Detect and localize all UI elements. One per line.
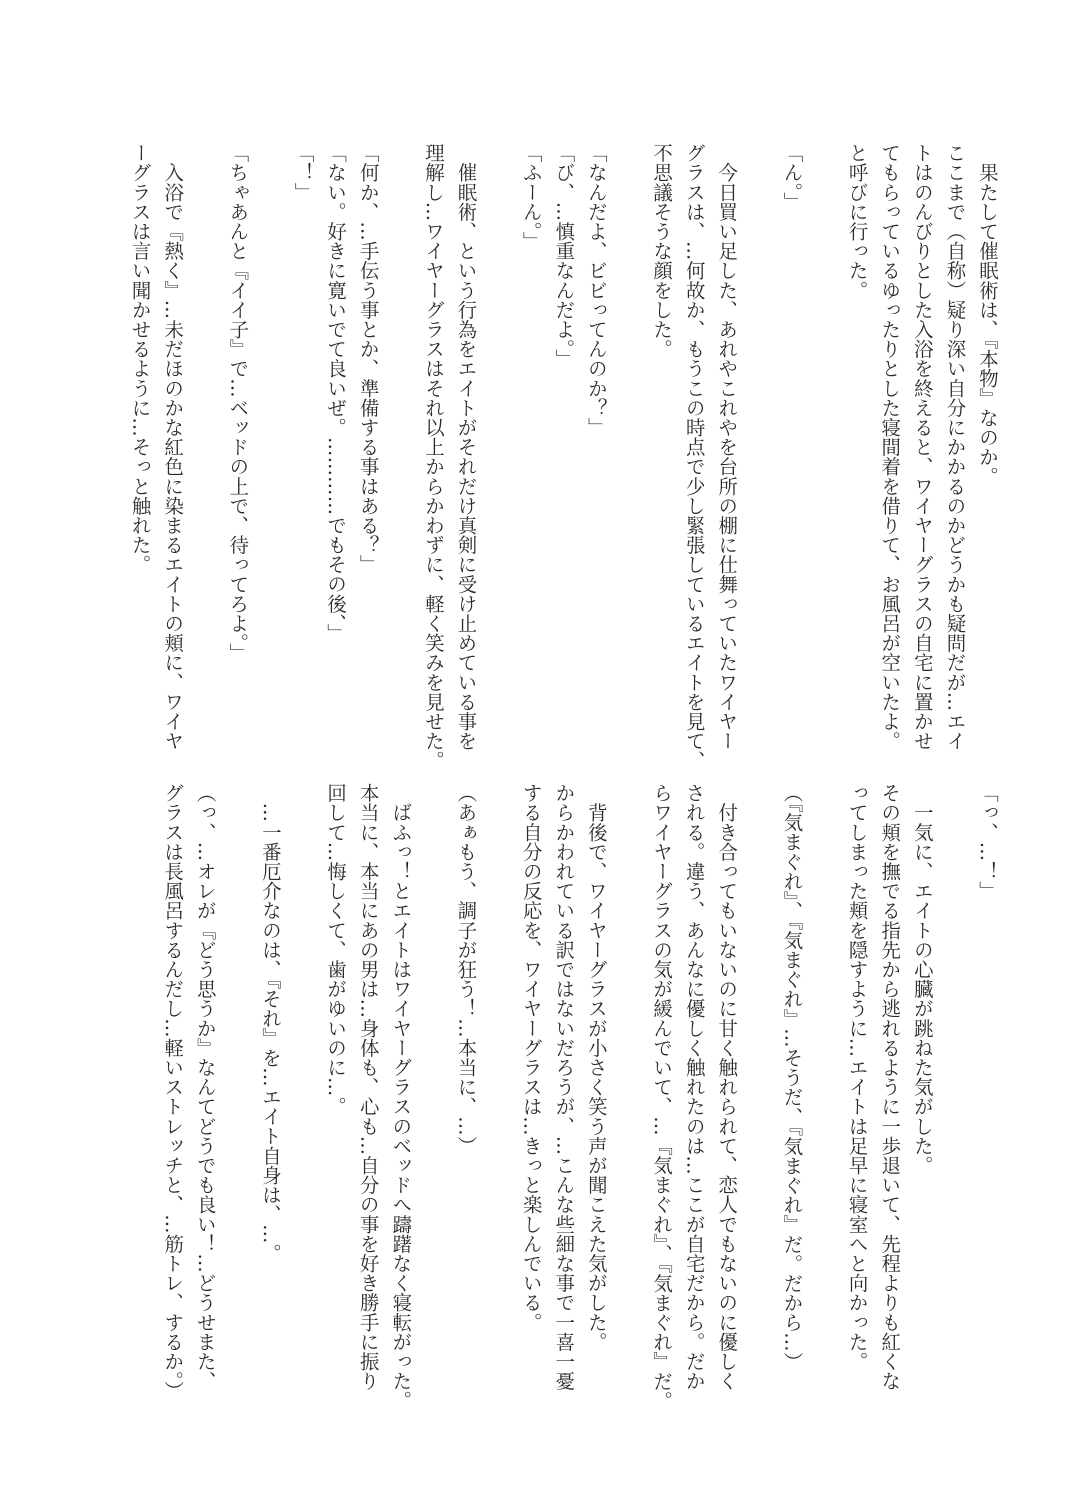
blank-line	[384, 143, 417, 763]
text-line: 入浴で『熱く』…未だほのかな紅色に染まるエイトの頬に、ワイヤ	[161, 143, 185, 751]
text-line: 「ふーん。」	[519, 143, 543, 251]
text-line: ーグラスは言い聞かせるように…そっと触れた。	[128, 143, 152, 575]
text-line: 今日買い足した、あれやこれやを台所の棚に仕舞っていたワイヤー	[715, 143, 739, 751]
text-line: 「なんだよ、ビビってんのか？」	[584, 143, 608, 437]
text-line: 一気に、エイトの心臓が跳ねた気がした。	[910, 783, 934, 1175]
blank-line	[807, 143, 840, 763]
text-line: 催眠術、という行為をエイトがそれだけ真剣に受け止めている事を	[454, 143, 478, 751]
text-line: 回して…悔しくて、歯がゆいのに…。	[324, 783, 348, 1117]
text-line: 「！」	[291, 143, 315, 202]
blank-line	[253, 143, 286, 763]
text-line: ここまで（自称）疑り深い自分にかかるのかどうかも疑問だが…エイ	[943, 143, 967, 751]
text-line: その頬を撫でる指先から逃れるように一歩退いて、先程よりも紅くな	[878, 783, 902, 1391]
blank-line	[742, 143, 775, 763]
text-line: 「ん。」	[780, 143, 804, 212]
blank-line	[188, 143, 221, 763]
text-line: （あぁもう、調子が狂う！…本当に、…）	[454, 783, 478, 1156]
text-line: 「ない。好きに寛いでて良いぜ。…………でもその後、」	[324, 143, 348, 643]
text-line: （『気まぐれ』、『気まぐれ』…そうだ、『気まぐれ』だ。だから…）	[780, 783, 804, 1372]
text-line: される。違う、あんなに優しく触れたのは…ここが自宅だから。だか	[682, 783, 706, 1391]
text-line: と呼びに行った。	[845, 143, 869, 300]
blank-line	[482, 143, 515, 763]
text-line: ってしまった頬を隠すように…エイトは足早に寝室へと向かった。	[845, 783, 869, 1371]
blank-line	[938, 783, 971, 1403]
text-block-top	[123, 143, 1003, 771]
text-line: 背後で、ワイヤーグラスが小さく笑う声が聞こえた気がした。	[584, 783, 608, 1352]
text-line: …一番厄介なのは、『それ』を…エイト自身は、…。	[258, 783, 282, 1264]
text-line: 本当に、本当にあの男は…身体も、心も…自分の事を好き勝手に振り	[356, 783, 380, 1391]
text-line: からかわれている訳ではないだろうが、…こんな些細な事で一喜一憂	[552, 783, 576, 1391]
text-line: （っ、…オレが『どう思うか』なんてどうでも良い！…どうせまた、	[193, 783, 217, 1391]
text-line: グラスは、…何故か、もうこの時点で少し緊張しているエイトを見て、	[682, 143, 706, 771]
blank-line	[416, 783, 449, 1403]
text-line: 果たして催眠術は、『本物』なのか。	[976, 143, 999, 487]
text-line: 「っ、…！」	[976, 783, 999, 901]
text-line: グラスは長風呂するんだし…軽いストレッチと、…筋トレ、するか。）	[161, 783, 185, 1401]
blank-line	[221, 783, 254, 1403]
text-block-bottom	[156, 783, 1003, 1411]
text-line: ばふっ！とエイトはワイヤーグラスのベッドへ躊躇なく寝転がった。	[389, 783, 413, 1411]
text-line: 「び、…慎重なんだよ。」	[552, 143, 576, 369]
blank-line	[612, 143, 645, 763]
text-line: らワイヤーグラスの気が緩んでいて、…『気まぐれ』、『気まぐれ』だ。	[650, 783, 674, 1411]
text-line: 「何か、…手伝う事とか、準備する事はある？」	[356, 143, 380, 575]
blank-line	[286, 783, 319, 1403]
text-line: 付き合ってもいないのに甘く触れられて、恋人でもないのに優しく	[715, 783, 739, 1391]
text-line: する自分の反応を、ワイヤーグラスは…きっと楽しんでいる。	[519, 783, 543, 1332]
text-line: 理解し…ワイヤーグラスはそれ以上からかわずに、軽く笑みを見せた。	[421, 143, 445, 771]
text-line: 不思議そうな顔をした。	[650, 143, 674, 359]
blank-line	[482, 783, 515, 1403]
blank-line	[807, 783, 840, 1403]
text-line: 「ちゃあんと『イイ子』で…ベッドの上で、待ってろよ。」	[226, 143, 250, 663]
blank-line	[742, 783, 775, 1403]
text-line: てもらっているゆったりとした寝間着を借りて、お風呂が空いたよ。	[878, 143, 902, 751]
text-line: トはのんびりとした入浴を終えると、ワイヤーグラスの自宅に置かせ	[910, 143, 934, 751]
blank-line	[612, 783, 645, 1403]
